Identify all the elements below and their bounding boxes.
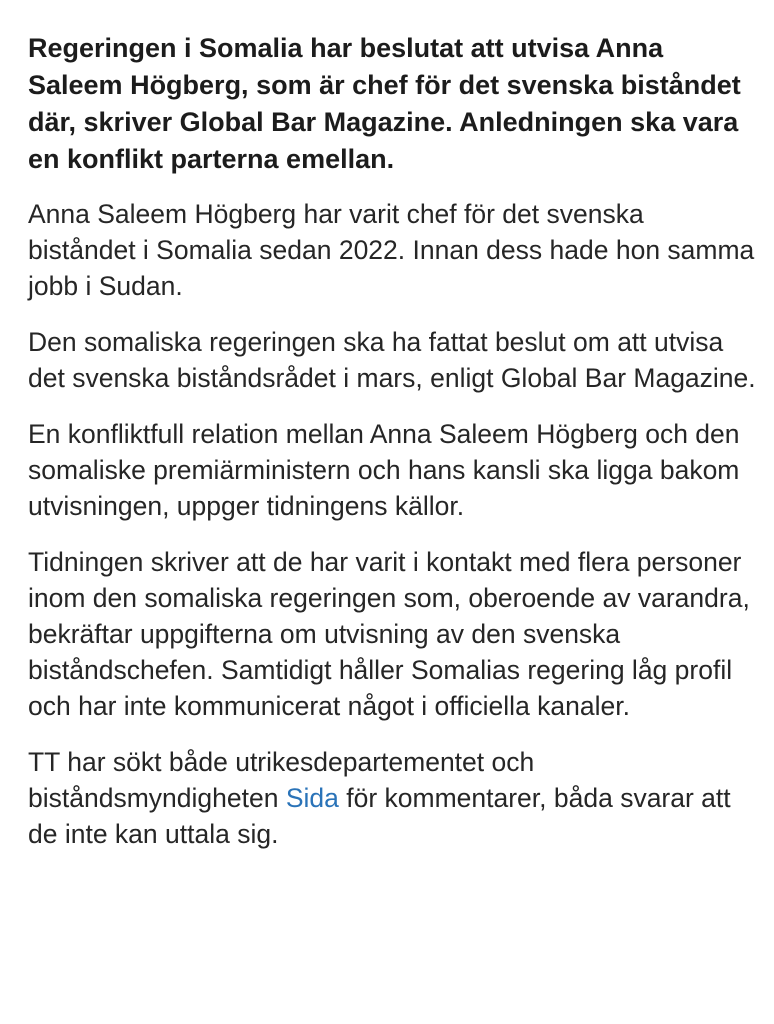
sida-link[interactable]: Sida	[285, 783, 339, 813]
article-lead: Regeringen i Somalia har beslutat att utvisa Anna Saleem Högberg, som är chef för det svenska biståndet där, skriver Global Bar Magazine. Anledningen ska vara en konflikt parterna emellan.	[28, 33, 741, 174]
article-body	[28, 30, 758, 852]
article-paragraph: Den somaliska regeringen ska ha fattat beslut om att utvisa det svenska biståndsrådet i mars, enligt Global Bar Magazine.	[28, 327, 756, 393]
article-paragraph-last	[28, 744, 758, 852]
article-paragraph: Anna Saleem Högberg har varit chef för det svenska biståndet i Somalia sedan 2022. Innan dess hade hon samma jobb i Sudan.	[28, 199, 755, 301]
article-paragraph: Tidningen skriver att de har varit i kontakt med flera personer inom den somaliska regeringen som, oberoende av varandra, bekräftar uppgifterna om utvisning av den svenska biståndschefen. Samtidigt håller Somalias regering låg profil och har inte kommunicerat något i officiella kanaler.	[28, 547, 750, 721]
paragraph-text-before-link: TT har sökt både utrikesdepartementet och biståndsmyndigheten	[28, 747, 535, 813]
paragraph-text-after-link: för kommentarer, båda svarar att de inte kan uttala sig.	[28, 783, 731, 849]
article-paragraph: En konfliktfull relation mellan Anna Saleem Högberg och den somaliske premiärministern och hans kansli ska ligga bakom utvisningen, uppger tidningens källor.	[28, 419, 740, 521]
